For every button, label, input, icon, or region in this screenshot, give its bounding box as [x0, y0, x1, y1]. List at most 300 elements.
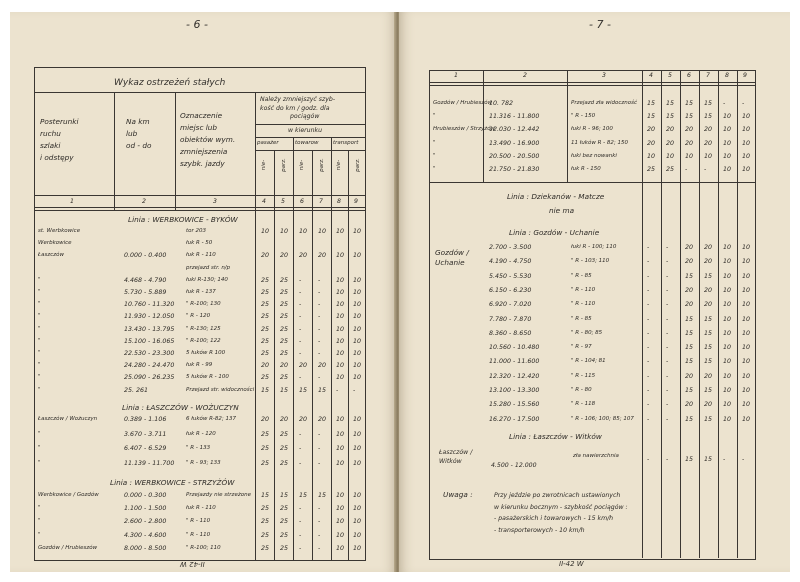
km-cell: 3.670 - 3.711: [124, 430, 167, 438]
table-row: [399, 140, 779, 151]
speed-cell: 20: [666, 139, 675, 147]
speed-cell: 20: [704, 301, 713, 309]
km-cell: 0.000 - 0.300: [124, 492, 167, 499]
col-number: 9: [743, 72, 747, 79]
speed-cell: 25: [261, 445, 270, 452]
speed-cell: -: [299, 518, 302, 526]
header-oznaczenie: Oznaczenie miejsc lub obiektów wym. zmniejszenia szybk. jazdy: [180, 111, 236, 168]
station-cell: ": [433, 113, 436, 120]
speed-cell: 10: [723, 286, 732, 294]
speed-cell: -: [299, 505, 302, 513]
speed-cell: -: [318, 313, 321, 321]
col-number: 7: [706, 72, 710, 79]
left-page: [10, 12, 396, 572]
speed-cell: 15: [261, 386, 270, 394]
table-row: [10, 445, 390, 456]
page-footer: II-42 W: [559, 560, 584, 568]
table-row: [10, 289, 390, 300]
km-cell: 5.450 - 5.530: [489, 272, 532, 280]
speed-cell: 15: [704, 415, 713, 423]
speed-cell: 10: [723, 272, 732, 280]
speed-cell: 25: [261, 276, 270, 284]
speed-cell: -: [666, 387, 669, 394]
speed-cell: -: [666, 456, 669, 463]
speed-cell: -: [299, 289, 302, 296]
speed-cell: 10: [723, 301, 732, 309]
speed-cell: -: [647, 301, 650, 309]
speed-cell: 10: [742, 415, 751, 423]
speed-cell: -: [353, 386, 356, 394]
table-row: [399, 166, 779, 177]
speed-cell: -: [666, 401, 669, 409]
speed-cell: 20: [318, 416, 327, 423]
table-row: [399, 258, 779, 269]
speed-cell: -: [647, 401, 650, 409]
speed-cell: 25: [280, 505, 289, 513]
km-cell: 11.000 - 11.600: [489, 358, 540, 366]
speed-cell: -: [318, 430, 321, 438]
speed-cell: 25: [280, 313, 289, 321]
desc-cell: łuki R-130; 140: [186, 276, 228, 283]
station-cell: ": [38, 531, 41, 538]
desc-cell: " R - 110: [571, 286, 596, 293]
desc-cell: tor 203: [186, 228, 207, 234]
table-row: [10, 362, 390, 373]
speed-cell: 10: [353, 430, 362, 438]
col-number: 6: [687, 72, 691, 79]
speed-cell: 10: [353, 531, 362, 539]
speed-cell: 25: [280, 289, 289, 296]
table-row: [10, 532, 390, 543]
desc-cell: Przejazd zła widoczność: [571, 100, 637, 106]
desc-cell: 5 łuków R - 100: [186, 374, 229, 381]
speed-cell: 20: [299, 252, 308, 260]
km-value: 4.500 - 12.000: [491, 462, 537, 469]
speed-cell: 15: [704, 344, 713, 352]
speed-cell: 10: [353, 252, 362, 260]
speed-cell: -: [299, 313, 302, 321]
col-number: 4: [262, 198, 266, 205]
desc-cell: łuk R - 150: [571, 166, 601, 172]
speed-cell: -: [318, 337, 321, 345]
speed-cell: 25: [261, 544, 270, 552]
speed-cell: 15: [318, 492, 327, 499]
desc-value: zła nawierzchnia: [573, 453, 619, 459]
speed-cell: 25: [280, 337, 289, 345]
col-number: 2: [523, 72, 527, 79]
speed-cell: -: [318, 544, 321, 552]
rule: [429, 82, 756, 83]
speed-cell: 10: [336, 301, 345, 309]
km-cell: 5.730 - 5.889: [124, 289, 167, 296]
km-cell: 6.407 - 6.529: [124, 445, 167, 452]
speed-cell: 10: [742, 113, 751, 121]
col-number: 1: [70, 198, 74, 205]
desc-cell: " R - 150: [571, 113, 596, 120]
speed-cell: 10: [742, 358, 751, 366]
speed-cell: 20: [318, 362, 327, 370]
speed-cell: 10: [723, 372, 732, 380]
rule: [114, 92, 115, 210]
rule: [429, 85, 756, 86]
speed-cell: 20: [685, 126, 694, 134]
speed-cell: 10: [704, 152, 713, 160]
desc-cell: Przejazdy nie strzeżone: [186, 492, 251, 498]
header-towarow: towarow: [295, 140, 319, 146]
table-row: [399, 153, 779, 164]
speed-cell: 10: [742, 166, 751, 173]
speed-cell: -: [318, 459, 321, 467]
station-cell: Werbkowice / Gozdów: [38, 492, 99, 498]
speed-cell: 15: [704, 456, 713, 463]
speed-cell: 10: [742, 286, 751, 294]
speed-cell: 15: [685, 315, 694, 323]
km-cell: 6.150 - 6.230: [489, 286, 532, 294]
speed-cell: 10: [723, 244, 732, 251]
km-cell: 22.530 - 23.300: [124, 350, 175, 357]
table-row: [10, 518, 390, 529]
station-cell: ": [38, 301, 41, 308]
speed-cell: 15: [704, 272, 713, 280]
speed-cell: 25: [261, 301, 270, 309]
table-row: [10, 505, 390, 516]
table-row: [10, 460, 390, 471]
speed-cell: -: [647, 258, 650, 266]
speed-cell: 15: [704, 315, 713, 323]
speed-cell: 10: [742, 272, 751, 280]
col-number: 5: [668, 72, 672, 79]
col-number: 8: [337, 198, 341, 205]
speed-cell: 10: [353, 492, 362, 499]
speed-cell: 15: [704, 113, 713, 121]
station-cell: ": [38, 386, 41, 393]
km-cell: 0.000 - 0.400: [124, 252, 167, 260]
section-title: Linia : Łaszczów - Witków: [509, 432, 602, 441]
speed-cell: 25: [280, 518, 289, 526]
col-number: 4: [649, 72, 653, 79]
speed-cell: 20: [685, 286, 694, 294]
speed-cell: 10: [723, 415, 732, 423]
speed-cell: 10: [742, 315, 751, 323]
speed-cell: 25: [280, 531, 289, 539]
desc-cell: łuk R - 50: [186, 240, 213, 247]
desc-cell: " R - 110: [186, 518, 211, 525]
speed-cell: 25: [280, 459, 289, 467]
table-row: [399, 126, 779, 137]
table-row: [399, 373, 779, 384]
station-cell: Hrubieszów / Strzyżów: [433, 126, 496, 133]
rule: [34, 195, 366, 196]
speed-cell: -: [647, 415, 650, 423]
speed-cell: -: [647, 456, 650, 463]
speed-cell: 10: [336, 325, 345, 333]
speed-cell: 10: [336, 544, 345, 552]
km-cell: 8.360 - 8.650: [489, 329, 532, 337]
speed-cell: 10: [336, 416, 345, 423]
speed-cell: 10: [723, 401, 732, 409]
speed-cell: 10: [666, 152, 675, 160]
col-number: 1: [454, 72, 458, 79]
desc-cell: " R - 80: [571, 387, 592, 393]
station-cell: ": [433, 139, 436, 146]
table-row: [399, 316, 779, 327]
speed-cell: 20: [685, 372, 694, 380]
speed-cell: 10: [336, 313, 345, 321]
speed-cell: 10: [336, 350, 345, 357]
speed-cell: -: [299, 325, 302, 333]
speed-cell: 20: [261, 252, 270, 260]
speed-cell: 10: [353, 374, 362, 382]
speed-cell: 10: [723, 315, 732, 323]
table-row: [10, 387, 390, 398]
km-cell: 13.490 - 16.900: [489, 139, 540, 147]
speed-cell: 10: [336, 518, 345, 526]
station-cell: ": [433, 166, 436, 172]
desc-cell: " R-100; 122: [186, 337, 221, 344]
table-row: [399, 387, 779, 398]
speed-cell: -: [318, 505, 321, 513]
speed-cell: 25: [261, 430, 270, 438]
desc-cell: " R - 118: [571, 401, 596, 408]
station-cell: ": [38, 289, 41, 295]
station-cell: ": [38, 430, 41, 437]
speed-cell: 10: [318, 228, 327, 235]
speed-cell: 10: [336, 252, 345, 260]
speed-cell: 25: [647, 166, 656, 173]
km-cell: 21.750 - 21.830: [489, 166, 540, 173]
speed-cell: 10: [723, 139, 732, 147]
table-row: [399, 113, 779, 124]
speed-cell: -: [647, 315, 650, 323]
km-cell: 20.500 - 20.500: [489, 152, 540, 160]
desc-cell: " R - 106; 100; 85; 107: [571, 415, 634, 422]
speed-cell: 10: [353, 337, 362, 345]
speed-cell: 15: [280, 386, 289, 394]
table-row: [399, 287, 779, 298]
table-title: Wykaz ostrzeżeń stałych: [114, 78, 226, 88]
book-spread: [10, 12, 790, 572]
speed-cell: 10: [353, 325, 362, 333]
speed-cell: 10: [353, 544, 362, 552]
desc-cell: " R - 120: [186, 313, 211, 320]
station-cell: ": [38, 337, 41, 344]
speed-cell: 10: [353, 313, 362, 321]
speed-cell: 10: [742, 387, 751, 394]
speed-cell: 10: [261, 228, 270, 235]
speed-cell: 25: [280, 374, 289, 382]
speed-cell: 25: [666, 166, 675, 173]
rule: [255, 124, 366, 125]
speed-cell: -: [318, 289, 321, 296]
speed-cell: 20: [647, 139, 656, 147]
table-row: [10, 545, 390, 556]
table-row: [10, 350, 390, 361]
desc-cell: " R-100; 110: [186, 544, 221, 551]
desc-cell: " R - 133: [186, 445, 211, 451]
speed-cell: 25: [280, 350, 289, 357]
table-row: [10, 252, 390, 263]
table-row: [399, 358, 779, 369]
speed-cell: 15: [685, 387, 694, 394]
km-cell: 4.300 - 4.600: [124, 531, 167, 539]
km-cell: 15.280 - 15.560: [489, 401, 540, 409]
station-cell: ": [38, 445, 41, 451]
speed-cell: 10: [353, 459, 362, 467]
desc-cell: łuk R - 110: [186, 505, 216, 512]
station-label: Łaszczów / Witków: [439, 449, 473, 465]
km-cell: 13.100 - 13.300: [489, 387, 540, 394]
speed-cell: 10: [336, 289, 345, 296]
speed-cell: -: [299, 459, 302, 467]
speed-cell: 10: [353, 445, 362, 452]
speed-cell: 10: [723, 329, 732, 337]
col-number: 9: [354, 198, 358, 205]
rule: [34, 207, 366, 208]
speed-cell: 10: [336, 505, 345, 513]
desc-cell: łuki R - 96; 100: [571, 126, 613, 133]
speed-cell: 15: [685, 456, 694, 463]
speed-cell: -: [723, 456, 726, 463]
speed-cell: -: [299, 276, 302, 284]
rule: [255, 150, 366, 151]
km-cell: 4.468 - 4.790: [124, 276, 167, 284]
speed-cell: 20: [704, 401, 713, 409]
rule: [255, 137, 366, 138]
station-cell: Gozdów / Hrubieszów: [433, 100, 493, 106]
speed-cell: 15: [704, 329, 713, 337]
header-sub: nie-: [336, 159, 343, 171]
speed-cell: 20: [685, 139, 694, 147]
speed-cell: -: [742, 100, 745, 107]
speed-cell: 10: [742, 372, 751, 380]
col-number: 8: [725, 72, 729, 79]
desc-cell: " R - 103; 110: [571, 258, 610, 265]
desc-cell: " R - 110: [186, 531, 211, 538]
table-row: [10, 338, 390, 349]
speed-cell: -: [318, 445, 321, 452]
speed-cell: -: [647, 272, 650, 280]
header-speed-group: Należy zmniejszyć szyb- kość do km / godz. dla pociągów: [260, 96, 336, 120]
desc-cell: " R - 85: [571, 272, 592, 279]
speed-cell: 20: [280, 362, 289, 370]
speed-cell: -: [336, 386, 339, 394]
km-cell: 25. 261: [124, 386, 149, 394]
speed-cell: -: [299, 430, 302, 438]
speed-cell: 20: [280, 252, 289, 260]
km-cell: 2.700 - 3.500: [489, 244, 532, 251]
speed-cell: -: [318, 531, 321, 539]
speed-cell: 25: [280, 430, 289, 438]
station-cell: ": [38, 276, 41, 283]
rule: [429, 182, 756, 183]
speed-cell: 10: [742, 258, 751, 266]
speed-cell: 20: [704, 286, 713, 294]
section-title: Linia : Gozdów - Uchanie: [509, 228, 600, 237]
speed-cell: 10: [336, 531, 345, 539]
station-cell: ": [38, 362, 41, 369]
speed-cell: 25: [261, 337, 270, 345]
desc-cell: 11 łuków R - 82; 150: [571, 139, 629, 146]
speed-cell: -: [299, 301, 302, 309]
km-cell: 13.430 - 13.795: [124, 325, 175, 333]
speed-cell: -: [647, 344, 650, 352]
table-row: [10, 301, 390, 312]
header-sub: parz.: [280, 158, 287, 172]
section-title: Linia : WERBKOWICE - BYKÓW: [128, 215, 238, 224]
speed-cell: -: [704, 166, 707, 173]
col-number: 3: [602, 72, 606, 79]
header-sub: parz.: [354, 158, 361, 172]
col-number: 5: [281, 198, 285, 205]
header-posterunki: Posterunki ruchu szlaki i odstępy: [40, 117, 79, 162]
desc-cell: łuk R - 110: [186, 252, 216, 259]
table-row: [10, 265, 390, 276]
header-sub: nie-: [261, 159, 268, 171]
speed-cell: 15: [647, 113, 656, 121]
speed-cell: 10: [742, 401, 751, 409]
km-cell: 12.030 - 12.442: [489, 126, 540, 134]
table-row: [399, 100, 779, 111]
desc-cell: łuk R - 137: [186, 289, 216, 295]
speed-cell: 10: [353, 301, 362, 309]
speed-cell: 15: [685, 358, 694, 366]
speed-cell: 10: [723, 387, 732, 394]
speed-cell: 10: [353, 276, 362, 284]
station-cell: ": [38, 505, 41, 512]
desc-cell: łuk R - 99: [186, 362, 213, 369]
speed-cell: 10: [742, 244, 751, 251]
table-row: [10, 326, 390, 337]
speed-cell: 20: [704, 372, 713, 380]
station-cell: Werbkowice: [38, 240, 72, 247]
km-cell: 11.139 - 11.700: [124, 459, 175, 467]
speed-cell: 10: [685, 152, 694, 160]
speed-cell: 10: [723, 344, 732, 352]
table-row: [10, 240, 390, 251]
col-number: 3: [213, 198, 217, 205]
speed-cell: -: [318, 518, 321, 526]
desc-cell: " R - 93; 133: [186, 459, 221, 466]
station-cell: ": [433, 152, 436, 159]
speed-cell: -: [666, 358, 669, 366]
speed-cell: -: [723, 100, 726, 107]
speed-cell: 10: [353, 228, 362, 235]
speed-cell: 10: [336, 374, 345, 382]
speed-cell: 20: [318, 252, 327, 260]
speed-cell: 20: [299, 362, 308, 370]
col-number: 2: [142, 198, 146, 205]
speed-cell: 15: [704, 100, 713, 107]
speed-cell: 25: [261, 325, 270, 333]
station-cell: ": [38, 325, 41, 332]
speed-cell: 25: [261, 459, 270, 467]
km-cell: 15.100 - 16.065: [124, 337, 175, 345]
speed-cell: 20: [647, 126, 656, 134]
station-cell: ": [38, 374, 41, 381]
speed-cell: 10: [336, 445, 345, 452]
speed-cell: 15: [685, 329, 694, 337]
speed-cell: -: [685, 166, 688, 173]
speed-cell: 20: [280, 416, 289, 423]
speed-cell: -: [647, 372, 650, 380]
speed-cell: 25: [280, 276, 289, 284]
speed-cell: 20: [704, 126, 713, 134]
header-pasazer: pasażer: [257, 140, 279, 146]
speed-cell: 15: [299, 386, 308, 394]
page-number: - 6 -: [186, 18, 208, 31]
speed-cell: 15: [666, 100, 675, 107]
table-row: [10, 228, 390, 239]
